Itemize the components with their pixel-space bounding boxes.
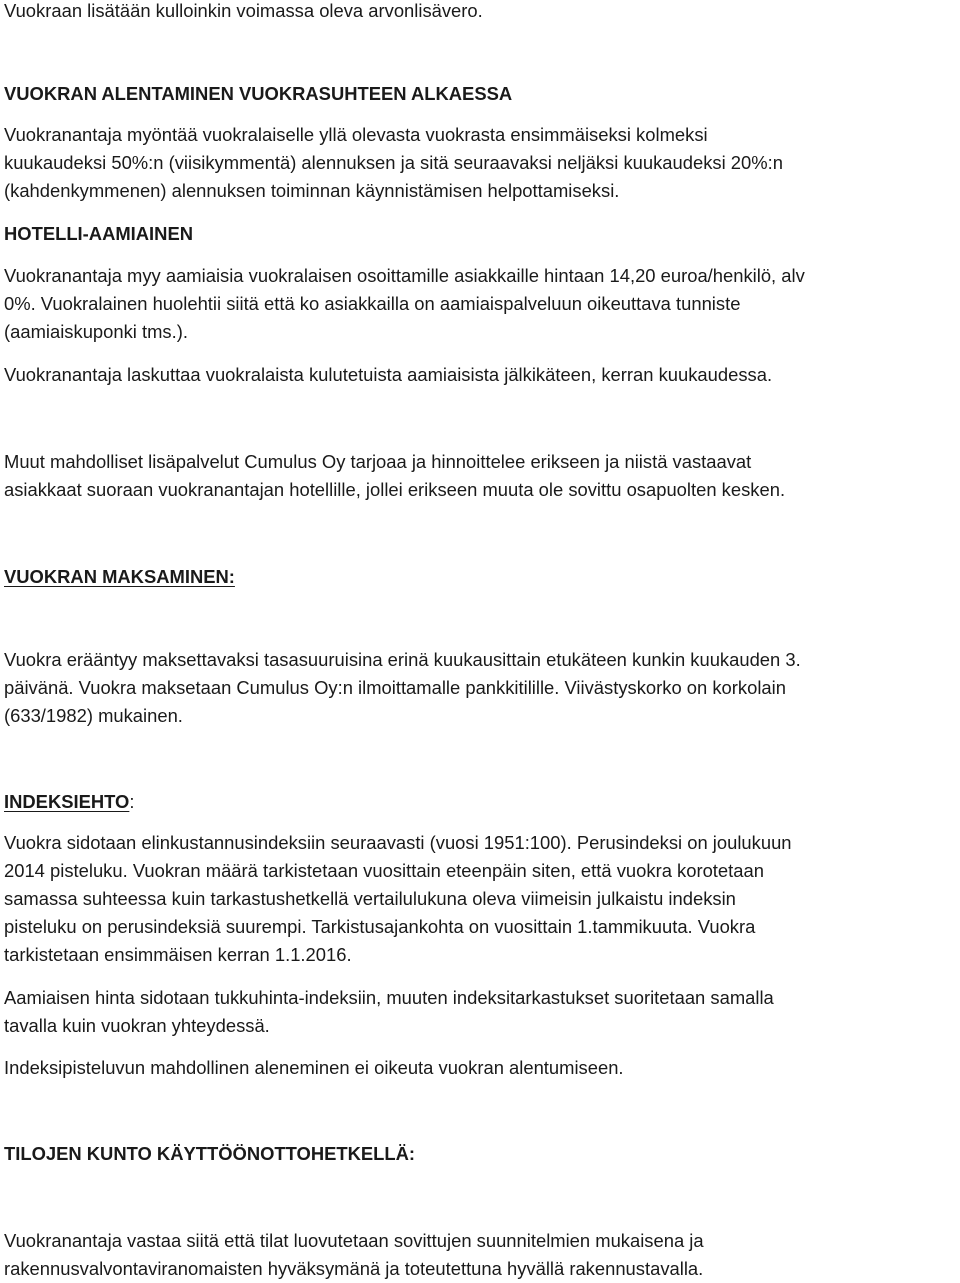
rent-payment-line-2: päivänä. Vuokra maksetaan Cumulus Oy:n ilmoittamalle pankkitilille. Viivästyskorko on korkolain <box>4 677 786 698</box>
index-clause-heading <box>4 788 134 816</box>
rent-reduction-heading: VUOKRAN ALENTAMINEN VUOKRASUHTEEN ALKAESSA <box>4 83 513 104</box>
index-clause-heading-text: INDEKSIEHTO <box>4 791 130 812</box>
index-clause-line-2: 2014 pisteluku. Vuokran määrä tarkistetaan vuosittain eteenpäin siten, että vuokra korotetaan <box>4 860 764 881</box>
breakfast-index-line-1: Aamiaisen hinta sidotaan tukkuhinta-indeksiin, muuten indeksitarkastukset suoritetaan samalla <box>4 987 774 1008</box>
index-clause-heading-colon: : <box>129 791 135 812</box>
rent-payment-heading: VUOKRAN MAKSAMINEN: <box>4 566 235 587</box>
hotel-breakfast-line-3: (aamiaiskuponki tms.). <box>4 321 188 342</box>
hotel-breakfast-line-1: Vuokranantaja myy aamiaisia vuokralaisen osoittamille asiakkaille hintaan 14,20 euroa/henkilö, alv <box>4 265 805 286</box>
rent-reduction-line-3: (kahdenkymmenen) alennuksen toiminnan käynnistämisen helpottamiseksi. <box>4 180 620 201</box>
index-clause-line-1: Vuokra sidotaan elinkustannusindeksiin seuraavasti (vuosi 1951:100). Perusindeksi on joulukuun <box>4 832 792 853</box>
index-clause-line-4: pisteluku on perusindeksiä suurempi. Tarkistusajankohta on vuosittain 1.tammikuuta. Vuokra <box>4 916 756 937</box>
rent-payment-line-1: Vuokra erääntyy maksettavaksi tasasuuruisina erinä kuukausittain etukäteen kunkin kuukauden 3. <box>4 649 801 670</box>
index-clause-line-3: samassa suhteessa kuin tarkastushetkellä vertailulukuna oleva viimeisin julkaistu indeksin <box>4 888 736 909</box>
other-services-line-1: Muut mahdolliset lisäpalvelut Cumulus Oy tarjoaa ja hinnoittelee erikseen ja niistä vastaavat <box>4 451 752 472</box>
rent-reduction-line-2: kuukaudeksi 50%:n (viisikymmentä) alennuksen ja sitä seuraavaksi neljäksi kuukaudeksi 20%:n <box>4 152 783 173</box>
hotel-breakfast-line-2: 0%. Vuokralainen huolehtii siitä että ko asiakkailla on aamiaispalveluun oikeuttava tunniste <box>4 293 741 314</box>
rent-reduction-line-1: Vuokranantaja myöntää vuokralaiselle yllä olevasta vuokrasta ensimmäiseksi kolmeksi <box>4 124 708 145</box>
rent-payment-line-3: (633/1982) mukainen. <box>4 705 183 726</box>
index-decrease-note: Indeksipisteluvun mahdollinen aleneminen ei oikeuta vuokran alentumiseen. <box>4 1057 624 1078</box>
breakfast-index-line-2: tavalla kuin vuokran yhteydessä. <box>4 1015 270 1036</box>
premises-condition-line-1: Vuokranantaja vastaa siitä että tilat luovutetaan sovittujen suunnitelmien mukaisena ja <box>4 1230 704 1251</box>
index-clause-line-5: tarkistetaan ensimmäisen kerran 1.1.2016. <box>4 944 352 965</box>
premises-condition-heading: TILOJEN KUNTO KÄYTTÖÖNOTTOHETKELLÄ: <box>4 1143 416 1164</box>
other-services-line-2: asiakkaat suoraan vuokranantajan hotellille, jollei erikseen muuta ole sovittu osapuolten kesken. <box>4 479 786 500</box>
vat-note: Vuokraan lisätään kulloinkin voimassa oleva arvonlisävero. <box>4 0 483 21</box>
hotel-breakfast-heading: HOTELLI-AAMIAINEN <box>4 223 193 244</box>
premises-condition-line-2: rakennusvalvontaviranomaisten hyväksymänä ja toteutettuna hyvällä rakennustavalla. <box>4 1258 704 1279</box>
hotel-breakfast-billing: Vuokranantaja laskuttaa vuokralaista kulutetuista aamiaisista jälkikäteen, kerran kuukaudessa. <box>4 364 773 385</box>
